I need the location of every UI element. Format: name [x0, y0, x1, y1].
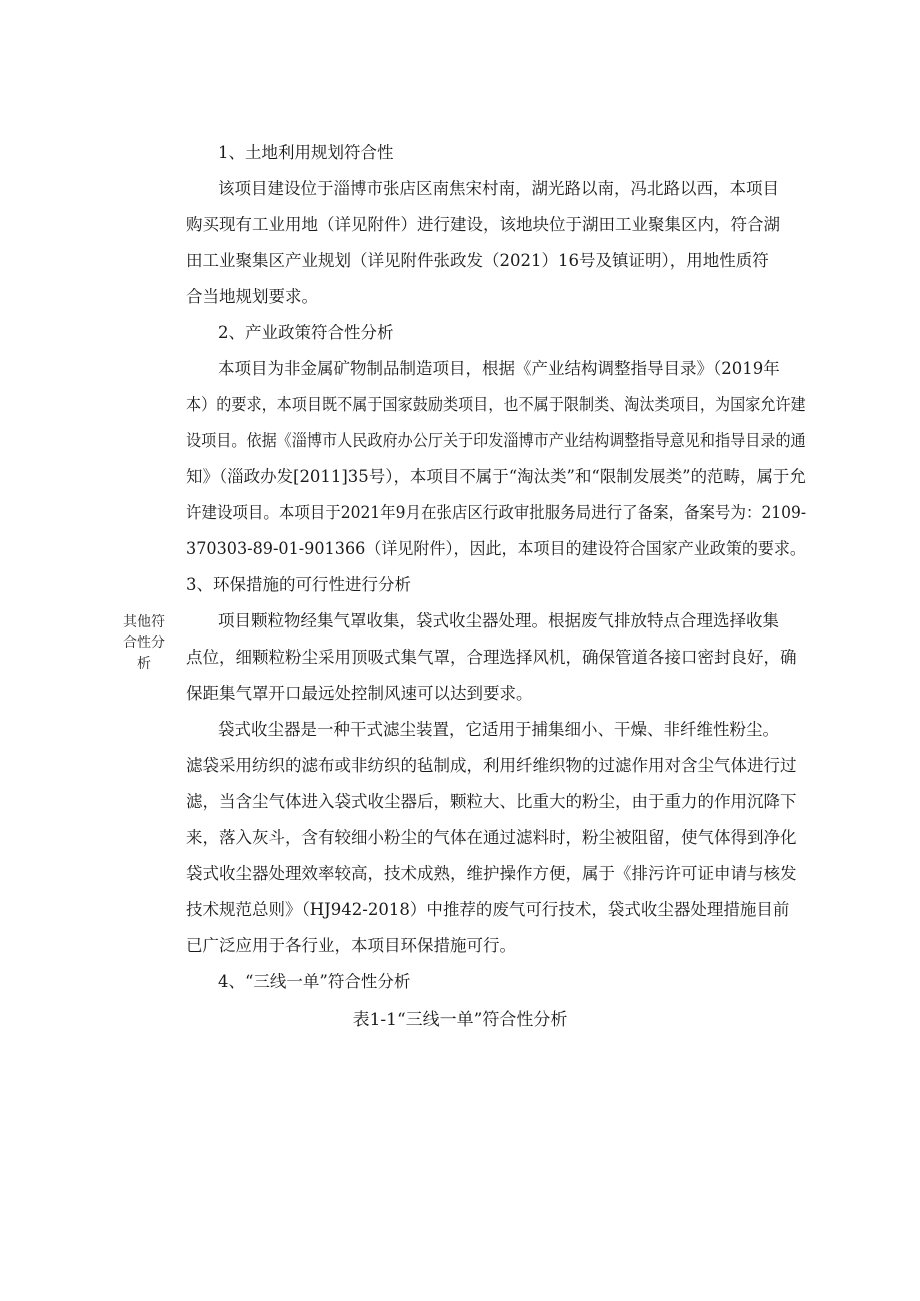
- env-text-line: 滤袋采用纺织的滤布或非纺织的毡制成，利用纤维织物的过滤作用对含尘气体进行过: [186, 756, 797, 775]
- land-text-line: 购买现有工业用地（详见附件）进行建设，该地块位于湖田工业聚集区内，符合湖: [186, 215, 780, 234]
- env-text-line: 来，落入灰斗，含有较细小粉尘的气体在通过滤料时，粉尘被阻留，使气体得到净化: [186, 828, 797, 847]
- env-text-line: 袋式收尘器处理效率较高，技术成熟，维护操作方便，属于《排污许可证申请与核发: [186, 864, 797, 883]
- env-text-line: 已广泛应用于各行业，本项目环保措施可行。: [186, 936, 516, 955]
- section-2-heading: 2、产业政策符合性分析: [218, 323, 394, 342]
- policy-text-line: 许建设项目。本项目于2021年9月在张店区行政审批服务局进行了备案，备案号为：2109-: [186, 503, 807, 522]
- env-text-line: 袋式收尘器是一种干式滤尘装置，它适用于捕集细小、干燥、非纤维性粉尘。: [218, 720, 779, 739]
- section-3-heading: 3、环保措施的可行性进行分析: [186, 575, 411, 594]
- policy-text-line: 本）的要求，本项目既不属于国家鼓励类项目，也不属于限制类、淘汰类项目，为国家允许建: [186, 395, 806, 414]
- env-text-line: 保距集气罩开口最远处控制风速可以达到要求。: [186, 684, 533, 703]
- section-1-heading: 1、土地利用规划符合性: [218, 143, 394, 162]
- land-text-line: 田工业聚集区产业规划（详见附件张政发（2021）16号及镇证明），用地性质符: [186, 251, 769, 270]
- section-4-heading: 4、“三线一单”符合性分析: [218, 972, 411, 991]
- side-label-line: 其他符: [123, 614, 165, 630]
- policy-text-line: 设项目。依据《淄博市人民政府办公厅关于印发淄博市产业结构调整指导意见和指导目录的通: [186, 431, 806, 450]
- env-text-line: 项目颗粒物经集气罩收集，袋式收尘器处理。根据废气排放特点合理选择收集: [218, 611, 779, 630]
- policy-text-line: 本项目为非金属矿物制品制造项目，根据《产业结构调整指导目录》（2019年: [218, 359, 780, 378]
- side-label-line: 析: [137, 656, 151, 672]
- table-caption: 表1-1“三线一单”符合性分析: [352, 1010, 568, 1030]
- policy-text-line: 370303-89-01-901366（详见附件），因此，本项目的建设符合国家产业政策的要求。: [186, 539, 806, 558]
- env-text-line: 滤，当含尘气体进入袋式收尘器后，颗粒大、比重大的粉尘，由于重力的作用沉降下: [186, 792, 797, 811]
- side-label-line: 合性分: [123, 635, 165, 651]
- policy-text-line: 知》（淄政办发[2011]35号），本项目不属于“淘汰类”和“限制发展类”的范畴，属于允: [186, 467, 806, 486]
- env-text-line: 点位，细颗粒粉尘采用顶吸式集气罩，合理选择风机，确保管道各接口密封良好，确: [186, 648, 797, 667]
- env-text-line: 技术规范总则》（HJ942-2018）中推荐的废气可行技术，袋式收尘器处理措施目前: [186, 900, 790, 919]
- land-text-line: 该项目建设位于淄博市张店区南焦宋村南，湖光路以南，冯北路以西，本项目: [218, 179, 779, 198]
- land-text-line: 合当地规划要求。: [186, 287, 318, 306]
